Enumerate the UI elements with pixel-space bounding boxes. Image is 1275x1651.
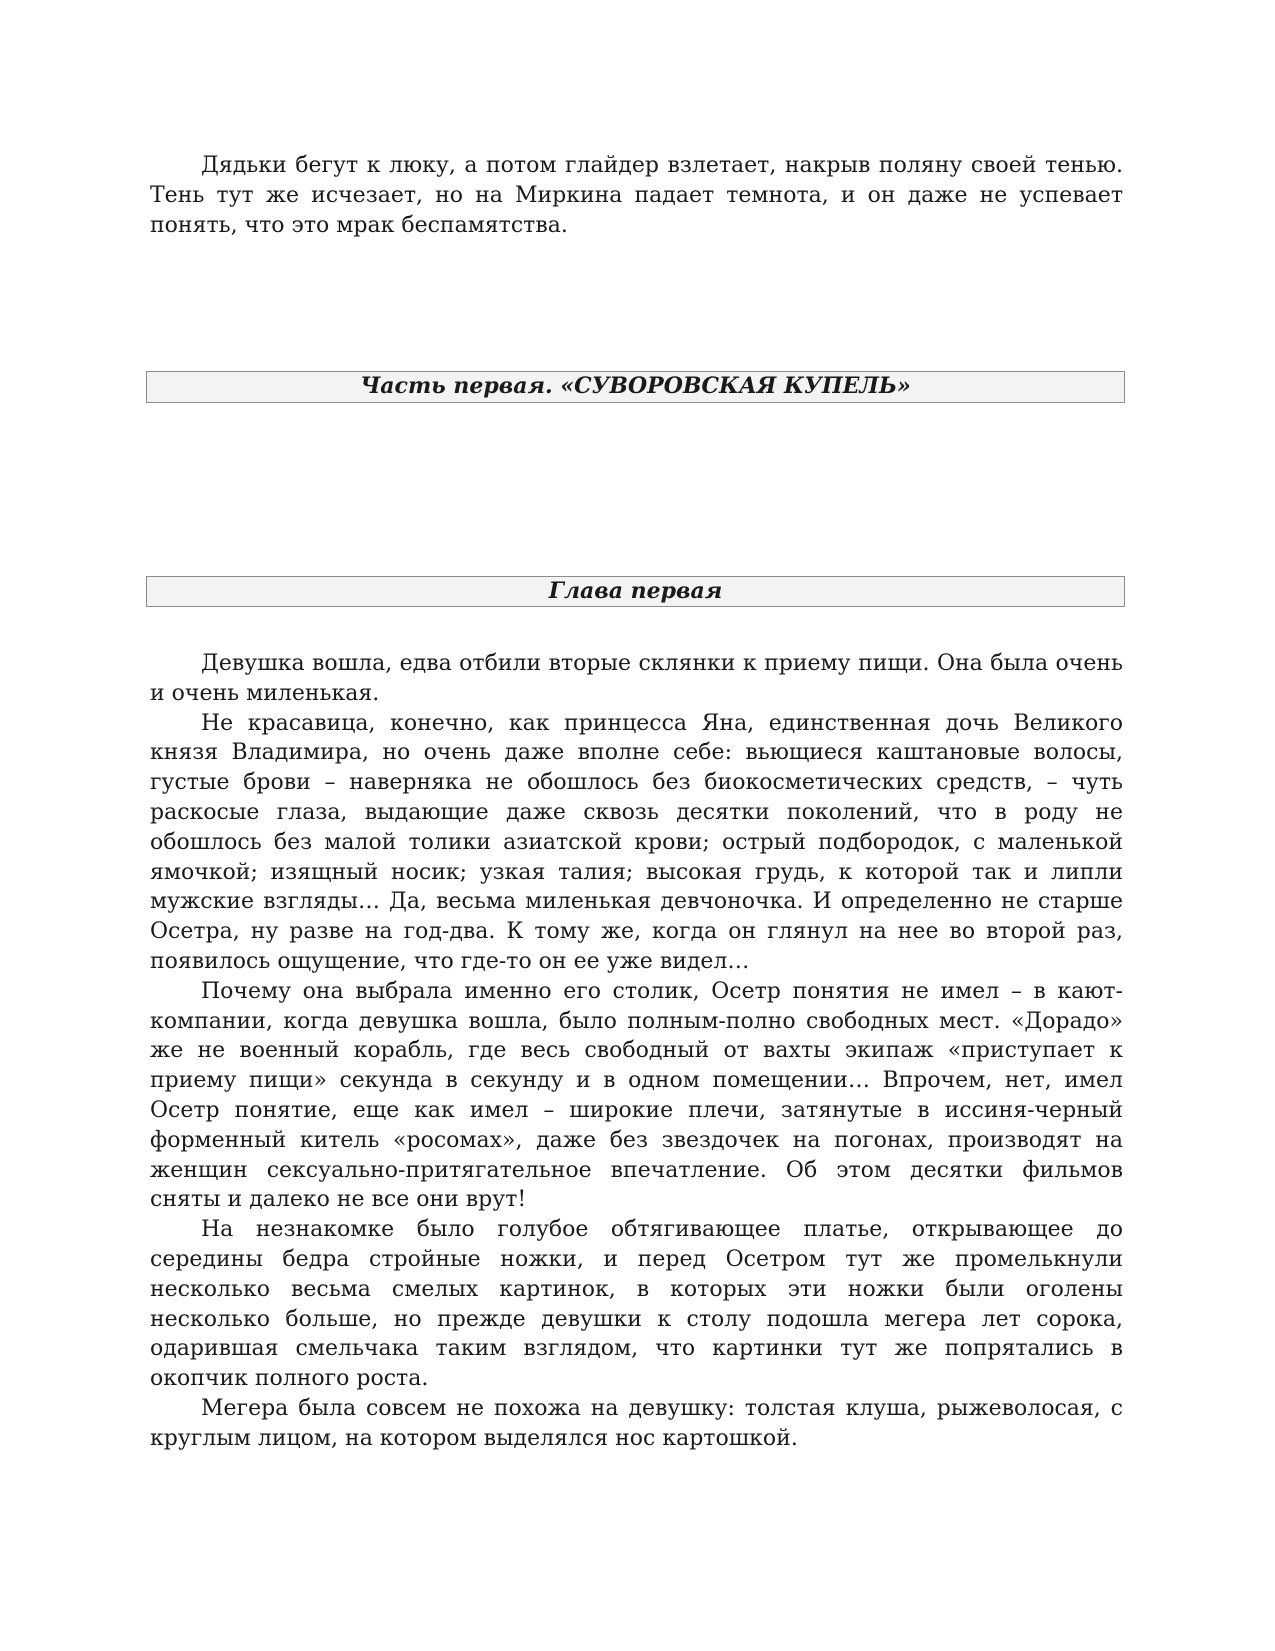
intro-paragraph: Дядьки бегут к люку, а потом глайдер взлетает, накрыв поляну своей тенью. Тень тут же исчезает, но на Миркина падает темнота, и он даже не успевает понять, что это мрак беспамятства. [150, 153, 1123, 238]
chapter-paragraph: Девушка вошла, едва отбили вторые склянки к приему пищи. Она была очень и очень миленькая. [150, 651, 1123, 706]
chapter-paragraph: Почему она выбрала именно его столик, Осетр понятия не имел – в кают-компании, когда девушка вошла, было полным-полно свободных мест. «Дорадо» же не военный корабль, где весь свободный от вахты экипаж «приступает к приему пищи» секунда в секунду и в одном помещении… Впрочем, нет, имел Осетр понятие, еще как имел – широкие плечи, затянутые в иссиня-черный форменный китель «росомах», даже без звездочек на погонах, производят на женщин сексуально-притягательное впечатление. Об этом десятки фильмов сняты и далеко не все они врут! [150, 978, 1123, 1213]
chapter-paragraph: Не красавица, конечно, как принцесса Яна, единственная дочь Великого князя Владимира, но очень даже вполне себе: вьющиеся каштановые волосы, густые брови – наверняка не обошлось без биокосметических средств, – чуть раскосые глаза, выдающие даже сквозь десятки поколений, что в роду не обошлось без малой толики азиатской крови; острый подбородок, с маленькой ямочкой; изящный носик; узкая талия; высокая грудь, к которой так и липли мужские взгляды… Да, весьма миленькая девчоночка. И определенно не старше Осетра, ну разве на год-два. К тому же, когда он глянул на нее во второй раз, появилось ощущение, что где-то он ее уже видел… [150, 710, 1123, 974]
chapter-title: Глава первая [146, 576, 1125, 607]
chapter-paragraph: Мегера была совсем не похожа на девушку: толстая клуша, рыжеволосая, с круглым лицом, на котором выделялся нос картошкой. [150, 1395, 1123, 1451]
chapter-body [150, 649, 1123, 1454]
intro-section [150, 151, 1123, 240]
chapter-paragraph: На незнакомке было голубое обтягивающее платье, открывающее до середины бедра стройные ножки, и перед Осетром тут же промелькнули несколько весьма смелых картинок, в которых эти ножки были оголены несколько больше, но прежде девушки к столу подошла мегера лет сорока, одарившая смельчака таким взглядом, что картинки тут же попрятались в окопчик полного роста. [150, 1217, 1123, 1392]
part-title: Часть первая. «СУВОРОВСКАЯ КУПЕЛЬ» [146, 371, 1125, 403]
